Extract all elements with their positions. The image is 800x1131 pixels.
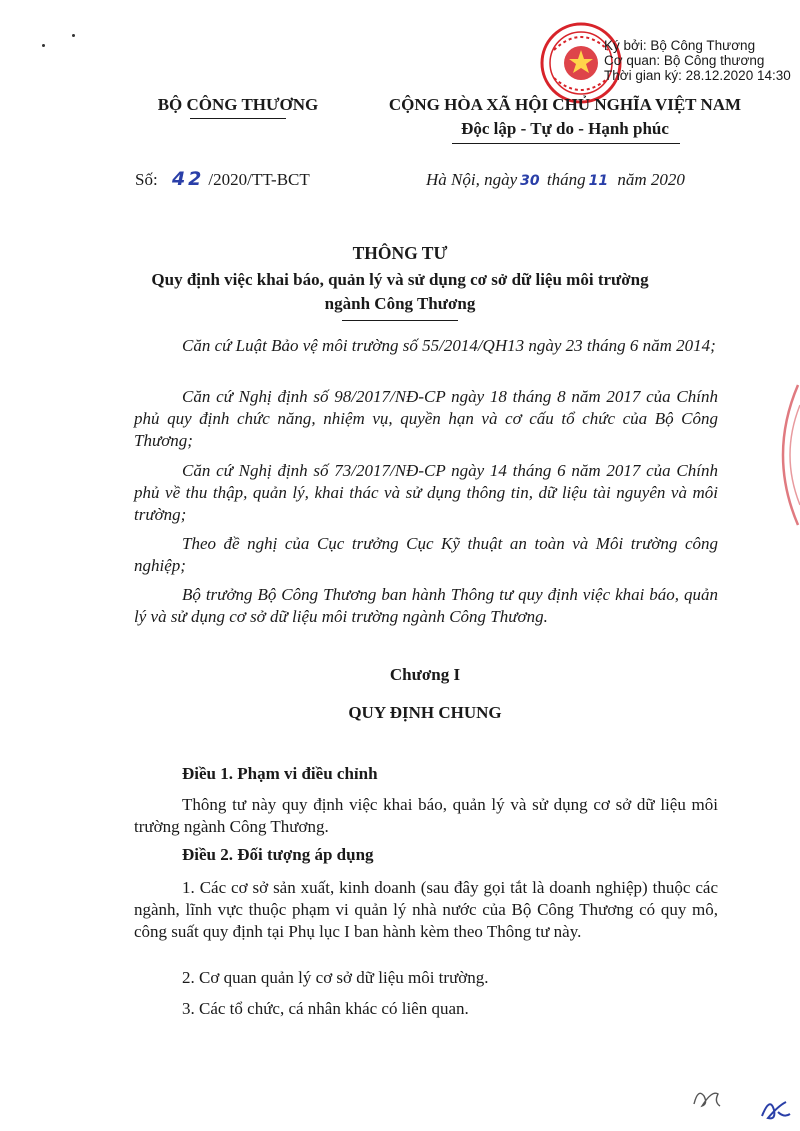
number-suffix: /2020/TT-BCT xyxy=(208,170,310,189)
ministry-name: BỘ CÔNG THƯƠNG xyxy=(157,95,319,114)
handwritten-initial xyxy=(758,1092,792,1126)
preamble-proposal: Theo đề nghị của Cục trưởng Cục Kỹ thuật an toàn và Môi trường công nghiệp; xyxy=(134,534,718,575)
signing-time: Thời gian ký: 28.12.2020 14:30 xyxy=(604,68,791,83)
scan-speck xyxy=(42,44,45,47)
preamble-legal-basis: Căn cứ Nghị định số 98/2017/NĐ-CP ngày 18 tháng 8 năm 2017 của Chính phủ quy định chức năng, nhiệm vụ, quyền hạn và cơ cấu tổ chức của Bộ Công Thương; xyxy=(134,387,718,450)
article-2-item: 2. Cơ quan quản lý cơ sở dữ liệu môi trường. xyxy=(182,968,489,987)
digital-signature-info xyxy=(604,38,791,83)
article-2-item: 1. Các cơ sở sản xuất, kinh doanh (sau đây gọi tắt là doanh nghiệp) thuộc các ngành, lĩnh vực thuộc phạm vi quản lý nhà nước của Bộ Công Thương có quy mô, công suất quy định tại Phụ lục I ban hành kèm theo Thông tư này. xyxy=(134,878,718,941)
article-2-item: 3. Các tổ chức, cá nhân khác có liên quan. xyxy=(182,999,469,1018)
handwritten-month: 11 xyxy=(588,173,609,189)
preamble-promulgation: Bộ trưởng Bộ Công Thương ban hành Thông tư quy định việc khai báo, quản lý và sử dụng cơ sở dữ liệu môi trường ngành Công Thương. xyxy=(134,585,718,626)
preamble-legal-basis: Căn cứ Luật Bảo vệ môi trường số 55/2014/QH13 ngày 23 tháng 6 năm 2014; xyxy=(182,336,716,355)
date-place: Hà Nội, ngày xyxy=(426,170,518,189)
title-underline xyxy=(342,320,458,321)
issue-date xyxy=(426,170,685,190)
date-year: năm 2020 xyxy=(617,170,685,189)
signing-agency: Cơ quan: Bộ Công thương xyxy=(604,53,765,68)
motto-underline xyxy=(452,143,680,144)
scan-speck xyxy=(72,34,75,37)
document-type: THÔNG TƯ xyxy=(352,243,448,263)
handwritten-number: 42 xyxy=(171,168,205,190)
article-1-body: Thông tư này quy định việc khai báo, quản lý và sử dụng cơ sở dữ liệu môi trường ngành Công Thương. xyxy=(134,795,718,836)
national-motto: Độc lập - Tự do - Hạnh phúc xyxy=(461,119,669,138)
handwritten-day: 30 xyxy=(520,173,540,189)
document-title-line2: ngành Công Thương xyxy=(324,294,476,313)
article-1-heading: Điều 1. Phạm vi điều chỉnh xyxy=(182,764,378,783)
preamble-legal-basis: Căn cứ Nghị định số 73/2017/NĐ-CP ngày 14 tháng 6 năm 2017 của Chính phủ về thu thập, quản lý, khai thác và sử dụng thông tin, dữ liệu tài nguyên và môi trường; xyxy=(134,461,718,524)
chapter-number: Chương I xyxy=(389,665,461,684)
ministry-underline xyxy=(190,118,286,119)
nation-name: CỘNG HÒA XÃ HỘI CHỦ NGHĨA VIỆT NAM xyxy=(388,95,742,114)
document-title-line1: Quy định việc khai báo, quản lý và sử dụng cơ sở dữ liệu môi trường xyxy=(151,270,649,289)
chapter-title: QUY ĐỊNH CHUNG xyxy=(348,703,502,722)
number-prefix: Số: xyxy=(135,170,158,189)
document-number xyxy=(135,168,310,190)
article-2-heading: Điều 2. Đối tượng áp dụng xyxy=(182,845,374,864)
signed-by: Ký bởi: Bộ Công Thương xyxy=(604,38,756,53)
seal-edge-icon xyxy=(764,380,800,530)
handwritten-initial xyxy=(690,1082,724,1112)
date-month-label: tháng xyxy=(546,170,586,189)
